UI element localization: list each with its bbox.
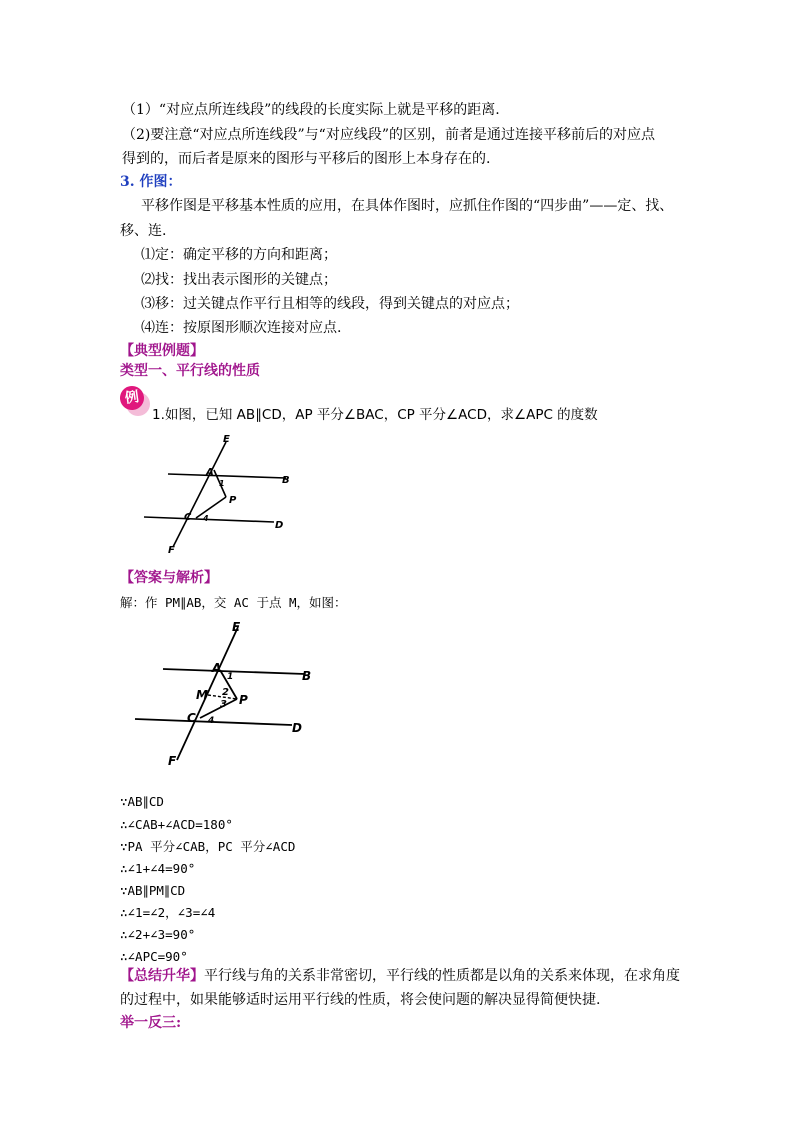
- answer-heading: 【答案与解析】: [120, 570, 218, 586]
- label-f-2: F: [168, 754, 177, 768]
- summary-line-b: 的过程中，如果能够适时运用平行线的性质，将会使问题的解决显得简便快捷.: [120, 992, 601, 1008]
- step-3: ⑶移：过关键点作平行且相等的线段，得到关键点的对应点；: [141, 296, 519, 312]
- proof-line-1: ∵AB∥CD: [120, 794, 164, 809]
- label-d: D: [275, 520, 284, 531]
- label-angle-1: 1: [219, 479, 225, 488]
- proof-line-4: ∴∠1+∠4=90°: [120, 861, 196, 876]
- label-p: P: [229, 495, 237, 506]
- section-3-intro-a: 平移作图是平移基本性质的应用，在具体作图时，应抓住作图的“四步曲”——定、找、: [141, 198, 674, 214]
- step-2: ⑵找：找出表示图形的关键点；: [141, 272, 337, 288]
- type-1-heading: 类型一、平行线的性质: [120, 363, 260, 379]
- summary-label: 【总结升华】: [120, 968, 204, 984]
- examples-heading: 【典型例题】: [120, 343, 204, 359]
- step-1: ⑴定：确定平移的方向和距离；: [141, 247, 337, 263]
- label-m: M: [196, 688, 208, 702]
- proof-line-2: ∴∠CAB+∠ACD=180°: [120, 817, 233, 832]
- figure-1-diagram: [140, 430, 300, 555]
- summary-text-a: 平行线与角的关系非常密切，平行线的性质都是以角的关系来体现，在求角度: [204, 968, 680, 984]
- label-c: C: [184, 512, 192, 523]
- solution-intro: 解：作 PM∥AB，交 AC 于点 M，如图：: [120, 595, 347, 610]
- proof-line-3: ∵PA 平分∠CAB，PC 平分∠ACD: [120, 839, 296, 854]
- step-4: ⑷连：按原图形顺次连接对应点.: [141, 320, 342, 336]
- label-c-2: C: [187, 711, 196, 725]
- practice-heading: 举一反三:: [120, 1015, 182, 1031]
- label-a-2: A: [212, 661, 222, 675]
- label-d-2: D: [292, 721, 302, 735]
- label-e-2: E: [232, 620, 241, 634]
- summary-line-a: [120, 966, 680, 986]
- label-a: A: [206, 467, 214, 478]
- proof-line-8: ∴∠APC=90°: [120, 949, 188, 964]
- proof-line-6: ∴∠1=∠2，∠3=∠4: [120, 905, 216, 920]
- label-angle-1-2: 1: [227, 672, 234, 682]
- proof-line-5: ∵AB∥PM∥CD: [120, 883, 186, 898]
- label-b: B: [282, 475, 290, 486]
- label-angle-3: 3: [220, 699, 227, 710]
- example-question: 1.如图，已知 AB∥CD，AP 平分∠BAC，CP 平分∠ACD，求∠APC 的度数: [152, 407, 598, 423]
- label-angle-4: 4: [203, 514, 209, 523]
- note-2b: 得到的，而后者是原来的图形与平移后的图形上本身存在的.: [122, 151, 491, 167]
- label-p-2: P: [239, 693, 248, 707]
- label-f: F: [168, 545, 175, 555]
- section-3-intro-b: 移、连.: [120, 223, 167, 239]
- label-e: E: [223, 434, 230, 445]
- note-1: （1）“对应点所连线段”的线段的长度实际上就是平移的距离.: [122, 102, 500, 118]
- label-angle-2: 2: [222, 687, 229, 698]
- proof-line-7: ∴∠2+∠3=90°: [120, 927, 196, 942]
- label-b-2: B: [302, 669, 312, 683]
- label-angle-4-2: 4: [208, 716, 215, 726]
- note-2a: （2)要注意“对应点所连线段”与“对应线段”的区别，前者是通过连接平移前后的对应点: [122, 127, 655, 143]
- section-3-heading: 3. 作图：: [120, 174, 182, 190]
- figure-2-diagram: [130, 615, 320, 770]
- example-badge: 例: [118, 384, 145, 411]
